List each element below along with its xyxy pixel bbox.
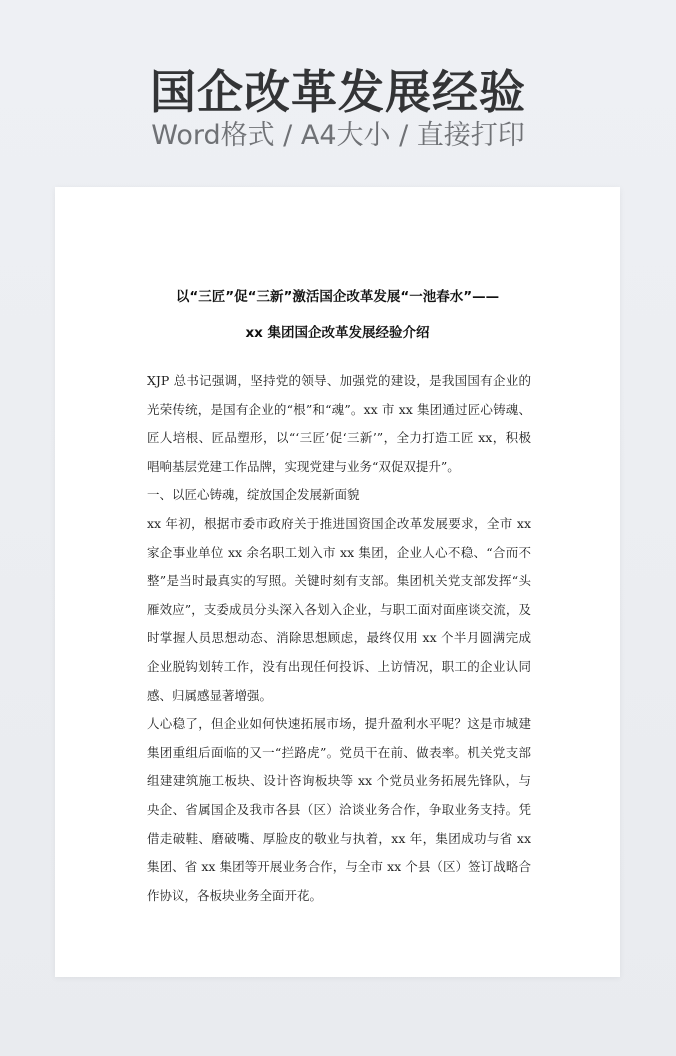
paragraph-section-1: xx 年初，根据市委市政府关于推进国资国企改革发展要求，全市 xx 家企事业单位 xx 余名职工划入市 xx 集团，企业人心不稳、“合而不整”是当时最真实的写照。关键时刻有支部。集团机关党支部发挥“头雁效应”，支委成员分头深入各划入企业，与职工面对面座谈交流，及时掌握人员思想动态、消除思想顾虑，最终仅用 xx 个半月圆满完成企业脱钩划转工作，没有出现任何投诉、上访情况，职工的企业认同感、归属感显著增强。	[147, 515, 531, 703]
page-title: 国企改革发展经验	[150, 65, 526, 119]
page-subtitle: Word格式 / A4大小 / 直接打印	[151, 120, 525, 151]
paragraph-intro: XJP 总书记强调，坚持党的领导、加强党的建设，是我国国有企业的光荣传统，是国有企业的“根”和“魂”。xx 市 xx 集团通过匠心铸魂、匠人培根、匠品塑形，以“‘三匠’促‘三新’”，全力打造工匠 xx，积极唱响基层党建工作品牌，实现党建与业务“双促双提升”。	[147, 373, 531, 474]
section-heading: 一、以匠心铸魂，绽放国企发展新面貌	[147, 487, 360, 503]
document-title-line-2: xx 集团国企改革发展经验介绍	[245, 325, 430, 341]
document-title-line-1: 以“三匠”促“三新”激活国企改革发展“一池春水”——	[175, 289, 500, 305]
paragraph-section-2: 人心稳了，但企业如何快速拓展市场，提升盈利水平呢？这是市城建集团重组后面临的又一“拦路虎”。党员干在前、做表率。机关党支部组建建筑施工板块、设计咨询板块等 xx 个党员业务拓展先锋队，与央企、省属国企及我市各县（区）洽谈业务合作，争取业务支持。凭借走破鞋、磨破嘴、厚脸皮的敬业与执着，xx 年，集团成功与省 xx 集团、省 xx 集团等开展业务合作，与全市 xx 个县（区）签订战略合作协议，各板块业务全面开花。	[147, 716, 531, 903]
document-body	[147, 367, 531, 910]
document-page	[55, 187, 620, 977]
